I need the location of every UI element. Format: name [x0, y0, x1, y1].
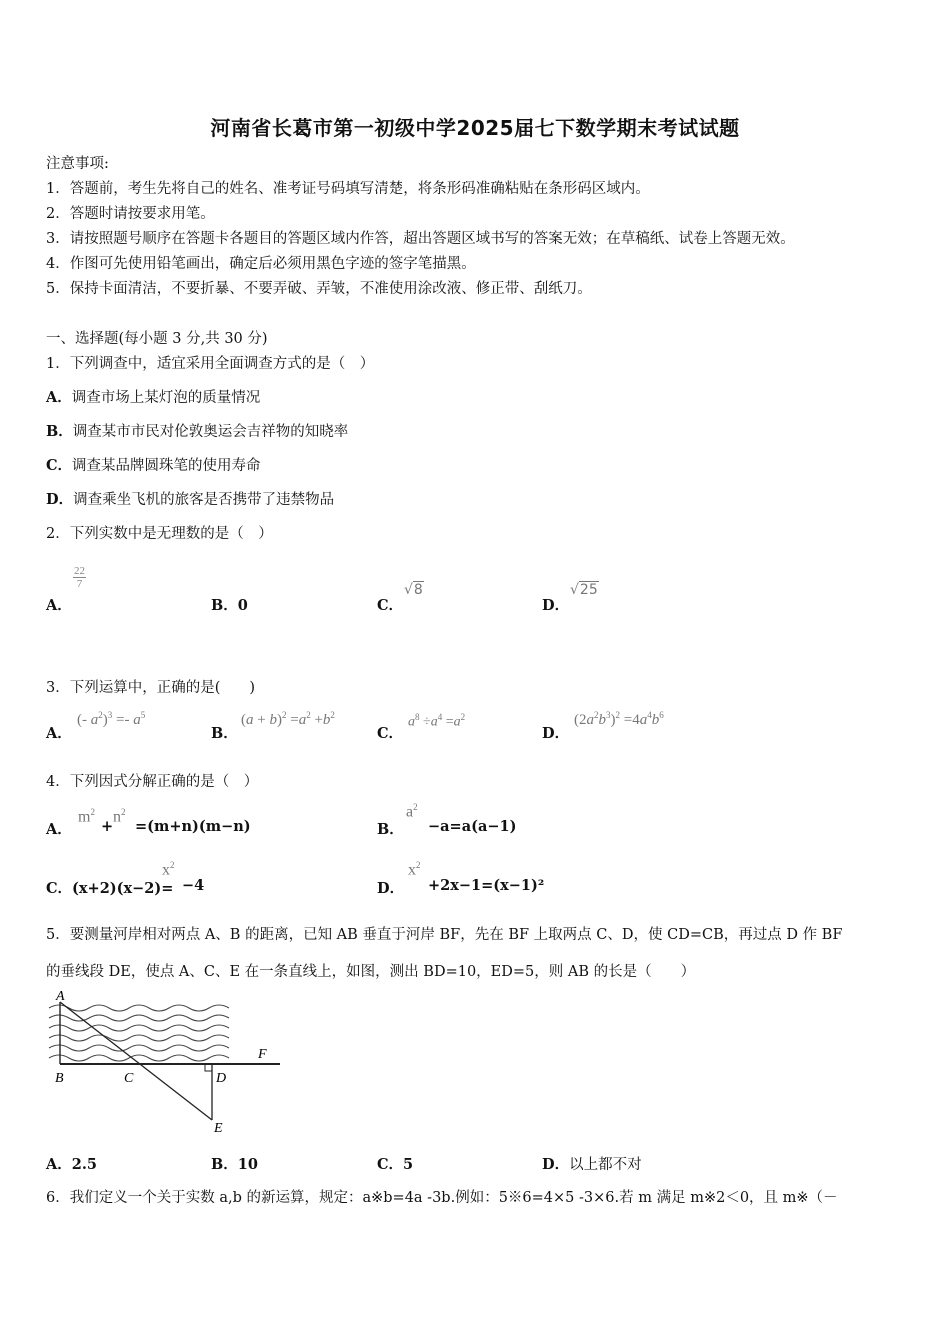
question-4-stem: 4．下列因式分解正确的是（ ）	[46, 774, 259, 790]
radicand: 8	[413, 582, 423, 598]
label-b: B	[55, 1071, 64, 1086]
q4-option-c	[46, 877, 173, 898]
q4-option-a-label: A．	[46, 821, 72, 838]
question-2-stem: 2．下列实数中是无理数的是（ ）	[46, 526, 273, 542]
option-label: C．	[46, 457, 73, 474]
q3-option-c-label: C．	[377, 725, 404, 742]
q1-option-d	[46, 488, 334, 509]
option-label: D．	[46, 491, 74, 508]
question-6-stem: 6．我们定义一个关于实数 a,b 的新运算，规定：a※b=4a -3b.例如：5※6=4×5 -3×6.若 m 满足 m※2＜0，且 m※（－	[46, 1190, 838, 1206]
question-5-stem-cont: 的垂线段 DE，使点 A、C、E 在一条直线上，如图，测出 BD=10，ED=5，则 AB 的长是（ ）	[46, 964, 696, 980]
label-e: E	[214, 1121, 223, 1136]
q2-option-a-label: A．	[46, 597, 72, 614]
q4-expr-d-rest: +2x−1=(x−1)²	[428, 877, 545, 894]
q4-expr-b-a: $a^2$	[406, 802, 418, 821]
q4-option-b-label: B．	[377, 821, 404, 838]
notice-item: 4．作图可先使用铅笔画出，确定后必须用黑色字迹的签字笔描黑。	[46, 256, 476, 272]
sqrt-25: √25	[570, 582, 598, 598]
notice-item: 2．答题时请按要求用笔。	[46, 206, 215, 222]
option-label: A．	[46, 389, 72, 406]
notice-heading: 注意事项:	[46, 156, 109, 172]
page-title: 河南省长葛市第一初级中学2025届七下数学期末考试试题	[210, 116, 740, 140]
q3-expression-a: (- $a^2)^3 =- a^5$	[77, 710, 146, 728]
q3-expression-b: $(a + b)^2 =a^2 +b^2$	[241, 710, 335, 728]
q4-expr-a-plus: +	[101, 818, 114, 835]
label-a: A	[56, 989, 65, 1004]
option-text: 以上都不对	[569, 1157, 642, 1173]
section-heading: 一、选择题(每小题 3 分,共 30 分)	[46, 331, 268, 347]
q5-option-b	[211, 1153, 258, 1174]
option-text: 0	[237, 597, 248, 614]
q3-expression-c: $a^8 \div a^4 =a^2$	[408, 712, 466, 730]
q2-option-c-label: C．	[377, 597, 404, 614]
q4-expr-b-rest: −a=a(a−1)	[428, 818, 517, 835]
q3-option-d-label: D．	[542, 725, 570, 742]
option-label: B．	[211, 597, 238, 614]
q5-option-d	[542, 1153, 642, 1174]
question-5-stem: 5．要测量河岸相对两点 A、B 的距离，已知 AB 垂直于河岸 BF，先在 BF 上取两点 C、D，使 CD=CB，再过点 D 作 BF	[46, 927, 843, 943]
q5-option-a	[46, 1153, 97, 1174]
q4-expr-a-n: $n^2$	[113, 807, 126, 826]
fraction-22-7	[73, 565, 86, 590]
option-label: A．	[46, 1156, 72, 1173]
fraction-denominator: 7	[76, 578, 83, 590]
right-angle-mark	[205, 1064, 212, 1071]
q4-expr-d-x: $x^2$	[408, 860, 421, 879]
option-text: 调查市场上某灯泡的质量情况	[71, 390, 261, 406]
question-1-stem: 1．下列调查中，适宜采用全面调查方式的是（ ）	[46, 356, 375, 372]
q5-option-c	[377, 1153, 413, 1174]
river-figure	[44, 988, 284, 1136]
fraction-numerator: 22	[74, 565, 85, 577]
radicand: 25	[579, 582, 598, 598]
label-c: C	[124, 1071, 134, 1086]
q4-expr-c-rest: −4	[182, 877, 205, 894]
q1-option-b	[46, 420, 348, 441]
option-label: D．	[542, 1156, 570, 1173]
sqrt-8: √8	[404, 582, 423, 598]
question-3-stem: 3．下列运算中，正确的是( )	[46, 680, 256, 696]
option-text: 调查某市市民对伦敦奥运会吉祥物的知晓率	[72, 424, 349, 440]
q3-option-b-label: B．	[211, 725, 238, 742]
option-label: B．	[46, 423, 73, 440]
option-text: 5	[403, 1156, 414, 1173]
q2-option-b	[211, 594, 248, 615]
option-label: C．	[377, 1156, 404, 1173]
option-text: 调查乘坐飞机的旅客是否携带了违禁物品	[73, 492, 335, 508]
option-text: 2.5	[71, 1156, 97, 1173]
option-text: 10	[237, 1156, 258, 1173]
q3-option-a-label: A．	[46, 725, 72, 742]
q1-option-a	[46, 386, 260, 407]
option-text: (x+2)(x−2)=	[72, 880, 174, 897]
q4-option-d-label: D．	[377, 880, 405, 897]
option-text: 调查某品牌圆珠笔的使用寿命	[72, 458, 261, 474]
notice-item: 5．保持卡面清洁，不要折暴、不要弄破、弄皱，不准使用涂改液、修正带、刮纸刀。	[46, 281, 592, 297]
q4-expr-c-x: $x^2$	[162, 860, 175, 879]
label-f: F	[258, 1047, 267, 1062]
q4-expr-a-rest: =(m+n)(m−n)	[135, 818, 251, 835]
q3-expression-d: $(2a^2b^3)^2 =4a^4b^6$	[574, 710, 664, 728]
notice-item: 3．请按照题号顺序在答题卡各题目的答题区域内作答，超出答题区域书写的答案无效；在草稿纸、试卷上答题无效。	[46, 231, 795, 247]
option-label: B．	[211, 1156, 238, 1173]
option-label: C．	[46, 880, 73, 897]
label-d: D	[216, 1071, 227, 1086]
q2-option-d-label: D．	[542, 597, 570, 614]
q1-option-c	[46, 454, 261, 475]
q4-expr-a-m: $m^2$	[78, 807, 95, 826]
river-waves	[49, 1005, 229, 1061]
notice-item: 1．答题前，考生先将自己的姓名、准考证号码填写清楚，将条形码准确粘贴在条形码区域内。	[46, 181, 650, 197]
